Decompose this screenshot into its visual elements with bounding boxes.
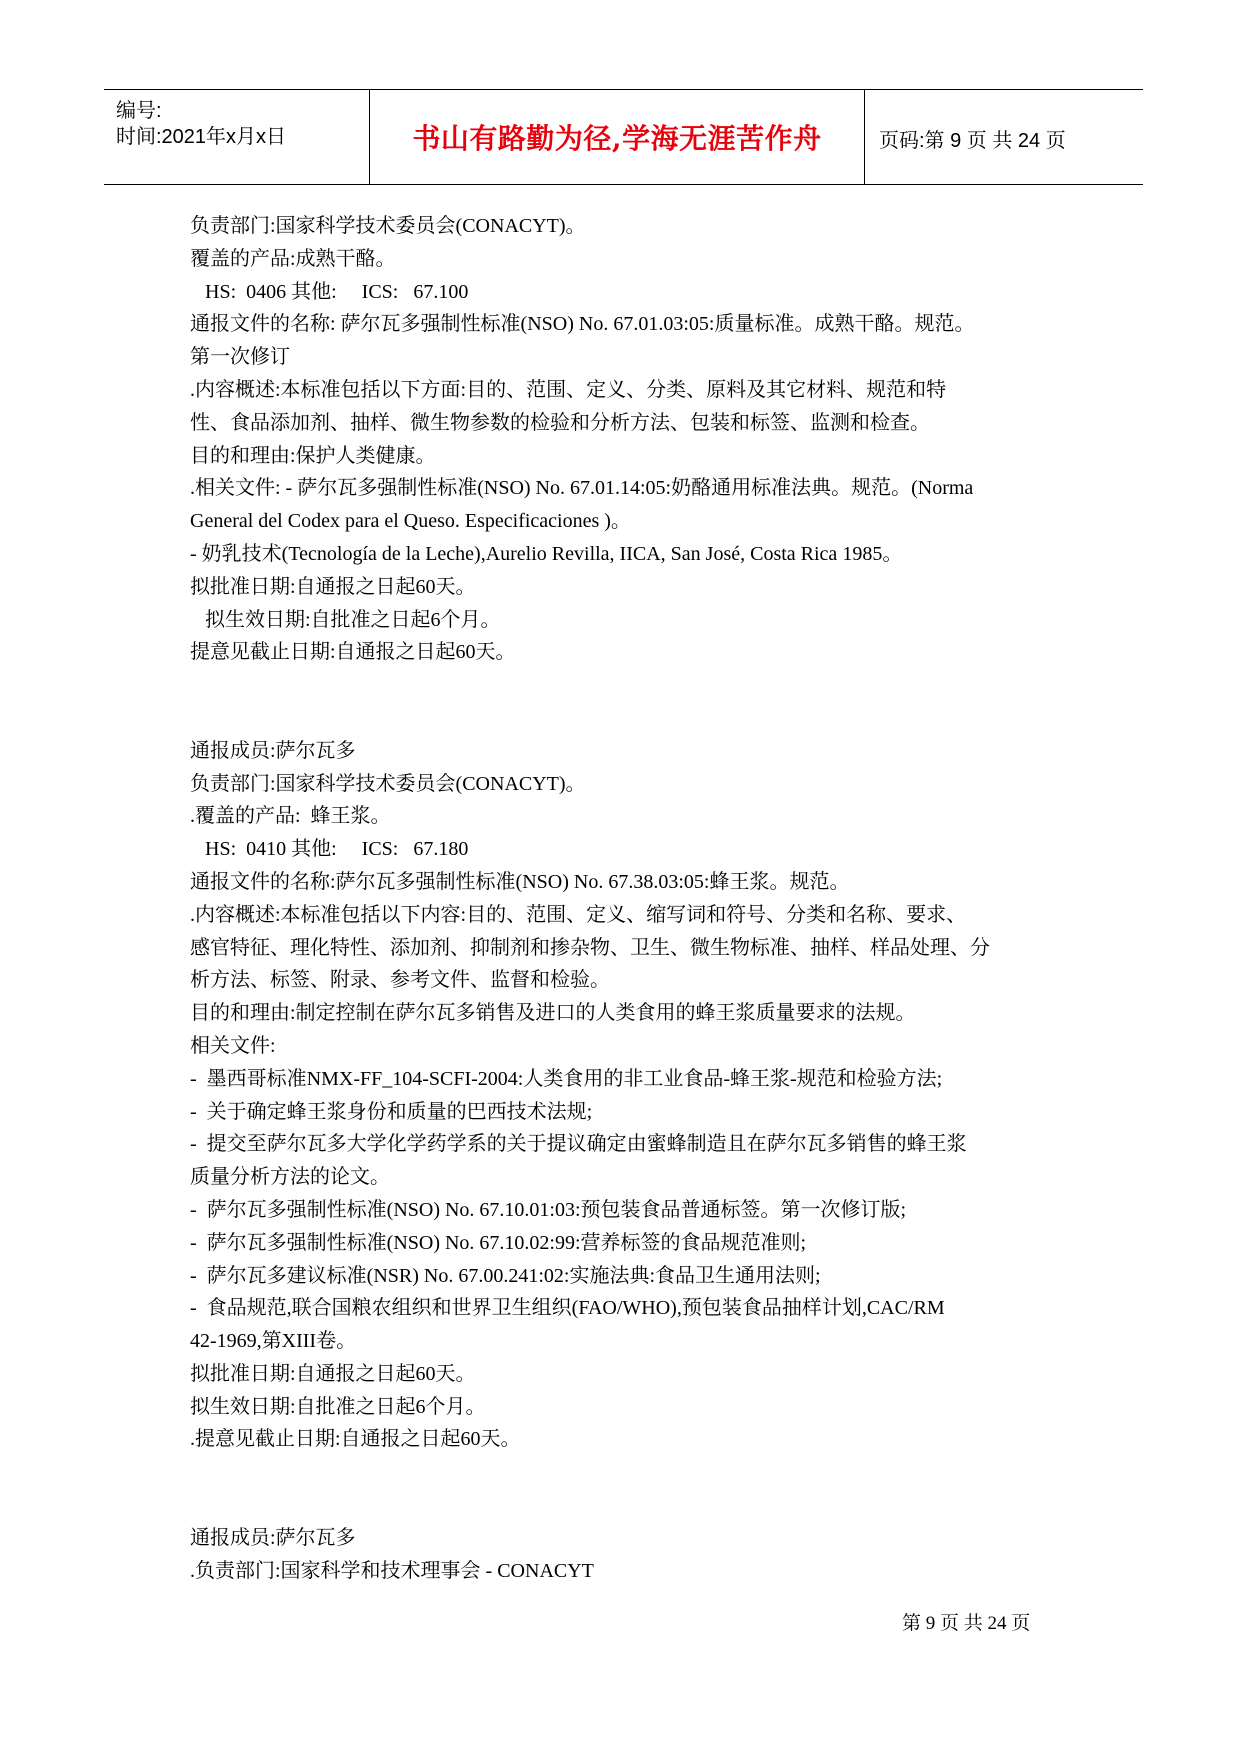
body-line: .内容概述:本标准包括以下内容:目的、范围、定义、缩写词和符号、分类和名称、要求、	[190, 903, 967, 926]
document-time-label: 时间:2021年x月x日	[116, 126, 287, 148]
header-page-number: 页码:第 9 页 共 24 页	[879, 130, 1066, 152]
body-line: 负责部门:国家科学技术委员会(CONACYT)。	[190, 215, 586, 237]
body-line: - 提交至萨尔瓦多大学化学药学系的关于提议确定由蜜蜂制造且在萨尔瓦多销售的蜂王浆	[190, 1133, 967, 1156]
body-line: - 关于确定蜂王浆身份和质量的巴西技术法规;	[190, 1100, 593, 1123]
blank-line	[190, 702, 1070, 735]
page-header	[104, 89, 1143, 185]
body-line: 目的和理由:制定控制在萨尔瓦多销售及进口的人类食用的蜂王浆质量要求的法规。	[190, 1002, 916, 1025]
body-line: 通报文件的名称: 萨尔瓦多强制性标准(NSO) No. 67.01.03:05:质量标准。成熟干酪。规范。	[190, 313, 975, 336]
body-line: 性、食品添加剂、抽样、微生物参数的检验和分析方法、包装和标签、监测和检查。	[190, 411, 930, 434]
body-line: - 食品规范,联合国粮农组织和世界卫生组织(FAO/WHO),预包装食品抽样计划,CAC/RM	[190, 1297, 945, 1320]
body-line: 拟生效日期:自批准之日起6个月。	[190, 1395, 486, 1418]
body-line: .提意见截止日期:自通报之日起60天。	[190, 1428, 521, 1451]
blank-line	[190, 669, 1070, 702]
body-line: - 墨西哥标准NMX-FF_104-SCFI-2004:人类食用的非工业食品-蜂王浆-规范和检验方法;	[190, 1067, 943, 1090]
body-line: 提意见截止日期:自通报之日起60天。	[190, 641, 516, 664]
body-line: - 萨尔瓦多强制性标准(NSO) No. 67.10.02:99:营养标签的食品规范准则;	[190, 1231, 807, 1254]
document-body	[190, 210, 1070, 1587]
body-line: - 奶乳技术(Tecnología de la Leche),Aurelio Revilla, IICA, San José, Costa Rica 1985。	[190, 542, 903, 565]
body-line: .负责部门:国家科学和技术理事会 - CONACYT	[190, 1559, 594, 1582]
body-line: HS: 0406 其他: ICS: 67.100	[190, 280, 469, 303]
body-line: 目的和理由:保护人类健康。	[190, 444, 436, 467]
body-line: 42-1969,第XIII卷。	[190, 1330, 357, 1353]
body-line: 相关文件:	[190, 1034, 276, 1057]
header-middle-cell	[370, 90, 865, 184]
blank-line	[190, 1489, 1070, 1522]
blank-line	[190, 1456, 1070, 1489]
page-footer: 第 9 页 共 24 页	[902, 1613, 1031, 1634]
body-line: 析方法、标签、附录、参考文件、监督和检验。	[190, 969, 610, 992]
body-line: HS: 0410 其他: ICS: 67.180	[190, 838, 469, 861]
body-line: 通报成员:萨尔瓦多	[190, 739, 356, 762]
body-line: 通报文件的名称:萨尔瓦多强制性标准(NSO) No. 67.38.03:05:蜂王浆。规范。	[190, 870, 850, 893]
body-line: 拟生效日期:自批准之日起6个月。	[190, 608, 501, 631]
header-motto: 书山有路勤为径,学海无涯苦作舟	[412, 122, 822, 155]
body-line: 第一次修订	[190, 346, 290, 369]
header-right-cell	[865, 90, 1143, 184]
body-line: 通报成员:萨尔瓦多	[190, 1526, 356, 1549]
body-line: 负责部门:国家科学技术委员会(CONACYT)。	[190, 772, 586, 795]
body-line: 拟批准日期:自通报之日起60天。	[190, 1362, 476, 1385]
body-line: - 萨尔瓦多强制性标准(NSO) No. 67.10.01:03:预包装食品普通标签。第一次修订版;	[190, 1198, 907, 1221]
body-line: .内容概述:本标准包括以下方面:目的、范围、定义、分类、原料及其它材料、规范和特	[190, 378, 947, 401]
body-line: .覆盖的产品: 蜂王浆。	[190, 805, 391, 828]
document-number-label: 编号:	[116, 100, 162, 122]
body-line: 感官特征、理化特性、添加剂、抑制剂和掺杂物、卫生、微生物标准、抽样、样品处理、分	[190, 936, 990, 959]
body-line: 覆盖的产品:成熟干酪。	[190, 247, 396, 270]
body-line: 质量分析方法的论文。	[190, 1166, 390, 1189]
body-line: General del Codex para el Queso. Especificaciones )。	[190, 510, 631, 533]
body-line: - 萨尔瓦多建议标准(NSR) No. 67.00.241:02:实施法典:食品卫生通用法则;	[190, 1264, 821, 1287]
body-line: .相关文件: - 萨尔瓦多强制性标准(NSO) No. 67.01.14:05:奶酪通用标准法典。规范。(Norma	[190, 477, 974, 500]
body-line: 拟批准日期:自通报之日起60天。	[190, 575, 476, 598]
header-left-cell	[104, 90, 370, 184]
